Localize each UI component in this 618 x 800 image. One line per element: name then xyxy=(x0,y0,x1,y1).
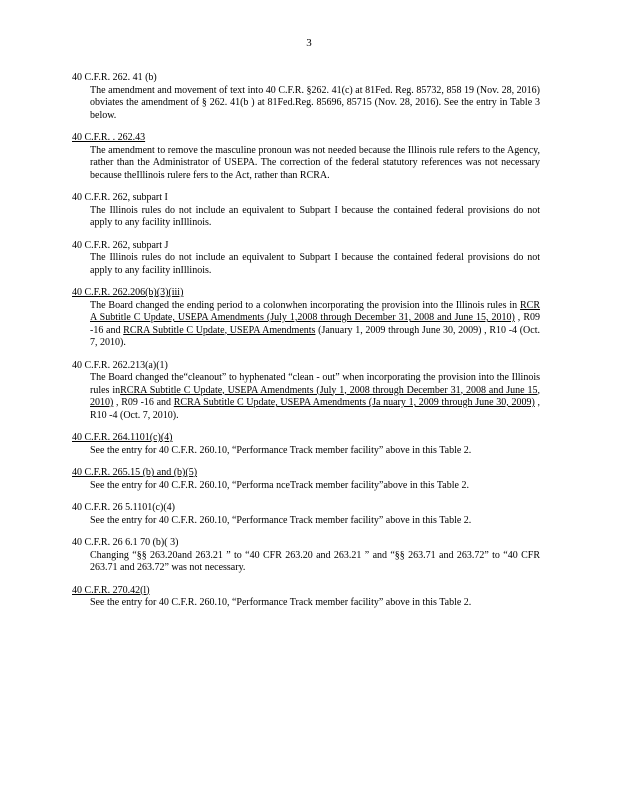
citation-underlined: RCRA Subtitle C Update, USEPA Amendments (July 1, 2008 through December 31, 2008 and June 15, 2010) xyxy=(90,384,540,408)
citation-underlined: RCRA Subtitle C Update, USEPA Amendments xyxy=(123,324,316,336)
entry-body xyxy=(90,85,540,123)
entry-heading: 40 C.F.R. 26 6.1 70 (b)( 3) xyxy=(72,537,179,548)
body-text: See the entry for 40 C.F.R. 260.10, “Performa nceTrack member facility”above in this Table 2. xyxy=(90,479,469,491)
entry-265-15 xyxy=(72,467,540,492)
entry-270-42 xyxy=(72,585,540,610)
entry-heading: 40 C.F.R. 26 5.1101(c)(4) xyxy=(72,502,175,513)
entry-body xyxy=(90,445,540,458)
entry-262-subpart-i xyxy=(72,192,540,230)
entry-heading: 40 C.F.R. 262.213(a)(1) xyxy=(72,359,168,371)
citation-underlined: RCR A Subtitle C Update, USEPA Amendments (July 1,2008 through December 31, 2008 and June 15, 2010) xyxy=(90,299,540,323)
body-text: , R10 -4 (Oct. 7, 2010). xyxy=(90,397,541,421)
body-text: The Board changed the“cleanout” to hyphenated “clean - out” when incorporating the provision into the Illinois rules in xyxy=(90,372,540,396)
body-text: See the entry for 40 C.F.R. 260.10, “Performance Track member facility” above in this Table 2. xyxy=(90,514,472,526)
body-text: The Illinois rules do not include an equivalent to Subpart I because the contained federal provisions do not apply to any facility inIllinois. xyxy=(90,204,540,228)
entry-body xyxy=(90,550,540,575)
entry-262-41-b xyxy=(72,72,540,122)
body-text: The Board changed the ending period to a colonwhen incorporating the provision into the Illinois rules in xyxy=(90,299,520,311)
citation-underlined: RCRA Subtitle C Update, USEPA Amendments (Ja nuary 1, 2009 through June 30, 2009) xyxy=(173,397,535,408)
entry-heading: 40 C.F.R. 262, subpart I xyxy=(72,192,168,203)
entry-heading: 40 C.F.R. . 262.43 xyxy=(72,132,146,143)
entry-body xyxy=(90,145,540,183)
entry-body xyxy=(90,205,540,230)
body-text: (January 1, 2009 through June 30, 2009) , R10 -4 (Oct. 7, 2010). xyxy=(90,324,540,348)
entry-262-206 xyxy=(72,287,540,350)
entry-heading: 40 C.F.R. 270.42(l) xyxy=(72,584,150,596)
entry-262-43 xyxy=(72,132,540,182)
entry-body xyxy=(90,300,540,350)
entry-262-subpart-j xyxy=(72,240,540,278)
body-text: The amendment to remove the masculine pronoun was not needed because the Illinois rule refers to the Agency, rather than the Administrator of USEPA. The correction of the federal statutory references was not necessary because theIllinois rulere fers to the Act, rather than RCRA. xyxy=(90,144,540,181)
entry-heading: 40 C.F.R. 262. 41 (b) xyxy=(72,72,157,83)
body-text: The amendment and movement of text into 40 C.F.R. §262. 41(c) at 81Fed. Reg. 85732, 858 19 (Nov. 28, 2016) obviates the amendment of § 262. 41(b ) at 81Fed.Reg. 85696, 85715 (Nov. 28, 2016). See the entry in Table 3 below. xyxy=(90,84,540,121)
entry-body xyxy=(90,515,540,528)
entry-heading: 40 C.F.R. 265.15 (b) and (b)(5) xyxy=(72,467,198,478)
entry-body xyxy=(90,480,540,493)
entry-heading: 40 C.F.R. 264.1101(c)(4) xyxy=(72,432,173,443)
body-text: Changing “§§ 263.20and 263.21 ” to “40 CFR 263.20 and 263.21 ” and “§§ 263.71 and 263.72” to “40 CFR 263.71 and 263.72” was not necessary. xyxy=(90,549,540,573)
entry-264-1101 xyxy=(72,432,540,457)
entry-262-213 xyxy=(72,360,540,423)
body-text: , R09 -16 and xyxy=(90,312,540,336)
body-text: See the entry for 40 C.F.R. 260.10, “Performance Track member facility” above in this Table 2. xyxy=(90,444,472,456)
entry-heading: 40 C.F.R. 262.206(b)(3)(iii) xyxy=(72,287,184,298)
entries-list xyxy=(72,72,540,620)
body-text: , R09 -16 and xyxy=(113,397,174,408)
entry-heading: 40 C.F.R. 262, subpart J xyxy=(72,239,169,251)
entry-266-170 xyxy=(72,537,540,575)
entry-body xyxy=(90,597,540,610)
page-number: 3 xyxy=(306,37,312,49)
entry-265-1101 xyxy=(72,502,540,527)
entry-body xyxy=(90,372,540,422)
entry-body xyxy=(90,252,540,277)
body-text: See the entry for 40 C.F.R. 260.10, “Performance Track member facility” above in this Table 2. xyxy=(90,597,472,608)
body-text: The Illinois rules do not include an equivalent to Subpart I because the contained federal provisions do not apply to any facility inIllinois. xyxy=(90,252,540,276)
